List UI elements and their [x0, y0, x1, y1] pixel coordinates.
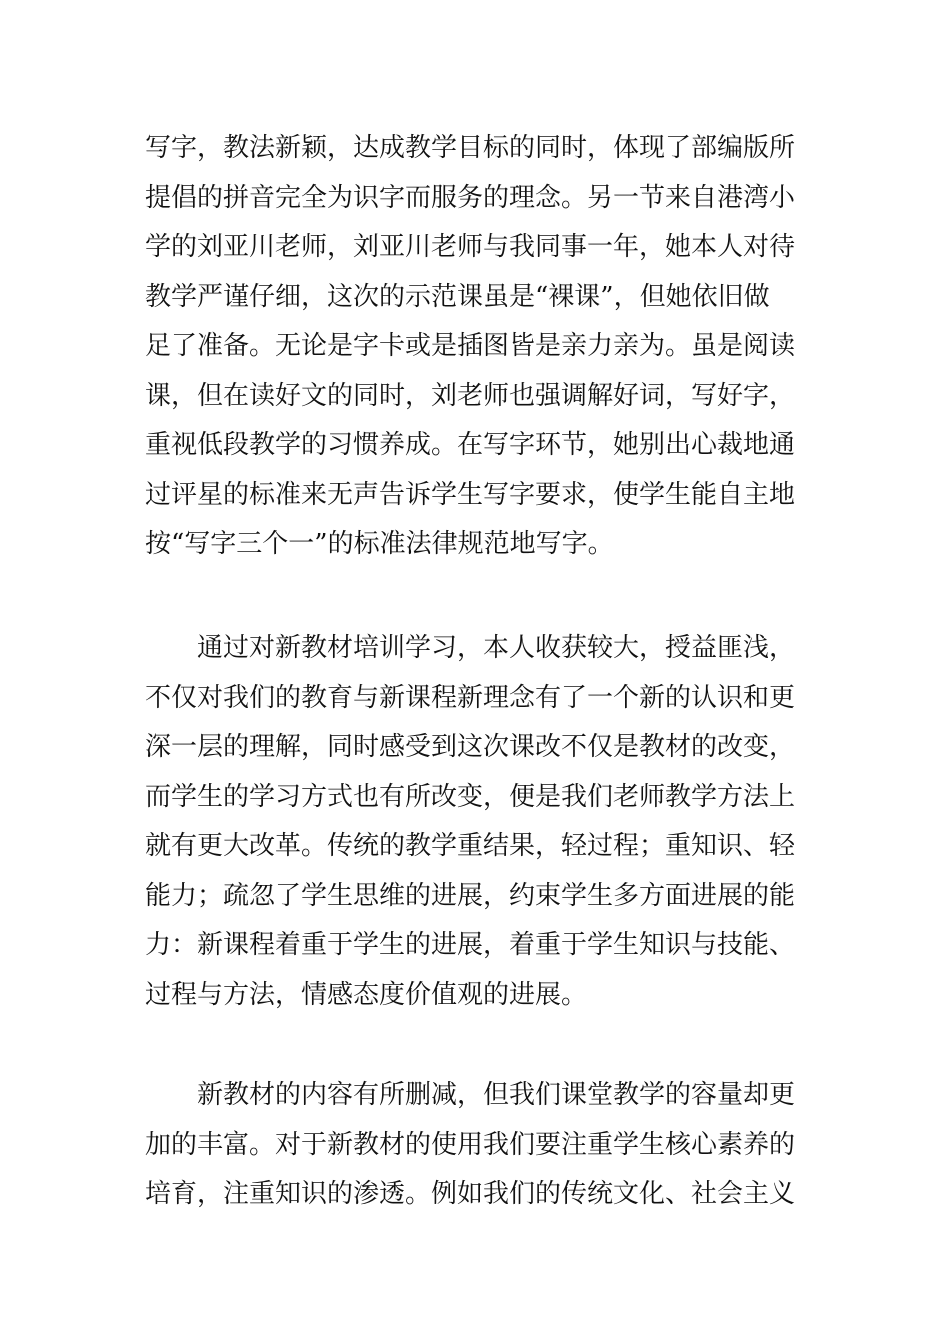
- text-line-first: 新教材的内容有所删减，但我们课堂教学的容量却更: [197, 1080, 796, 1110]
- text-line: 加的丰富。对于新教材的使用我们要注重学生核心素养的: [145, 1129, 796, 1160]
- text-line: 课，但在读好文的同时，刘老师也强调解好词，写好字，: [145, 380, 796, 411]
- text-line: 过评星的标准来无声告诉学生写字要求，使学生能自主地: [145, 479, 796, 510]
- text-line-first: 通过对新教材培训学习，本人收获较大，授益匪浅，: [197, 633, 796, 663]
- text-line: 写字，教法新颖，达成教学目标的同时，体现了部编版所: [145, 133, 796, 163]
- text-line: 能力；疏忽了学生思维的进展，约束学生多方面进展的能: [145, 880, 796, 911]
- paragraph-continued: [145, 124, 810, 570]
- text-line: 培育，注重知识的渗透。例如我们的传统文化、社会主义: [145, 1179, 796, 1209]
- text-line: 过程与方法，情感态度价值观的进展。: [145, 979, 588, 1010]
- text-line: 学的刘亚川老师，刘亚川老师与我同事一年，她本人对待: [145, 232, 796, 262]
- text-line: 教学严谨仔细，这次的示范课虽是“裸课”，但她依旧做: [145, 281, 770, 312]
- text-line: 深一层的理解，同时感受到这次课改不仅是教材的改变，: [145, 732, 796, 762]
- text-line: 重视低段教学的习惯养成。在写字环节，她别出心裁地通: [145, 430, 796, 460]
- text-line: 而学生的学习方式也有所改变，便是我们老师教学方法上: [145, 781, 796, 812]
- text-line: 按“写字三个一”的标准法律规范地写字。: [145, 529, 614, 559]
- text-line: 提倡的拼音完全为识字而服务的理念。另一节来自港湾小: [145, 182, 796, 213]
- paragraph-new-textbook: [145, 1071, 810, 1220]
- text-line: 就有更大改革。传统的教学重结果，轻过程；重知识、轻: [145, 831, 796, 861]
- text-line: 力：新课程着重于学生的进展，着重于学生知识与技能、: [145, 930, 796, 960]
- text-line: 不仅对我们的教育与新课程新理念有了一个新的认识和更: [145, 682, 796, 713]
- text-line: 足了准备。无论是字卡或是插图皆是亲力亲为。虽是阅读: [145, 331, 796, 361]
- paragraph-training-reflection: [145, 624, 810, 1020]
